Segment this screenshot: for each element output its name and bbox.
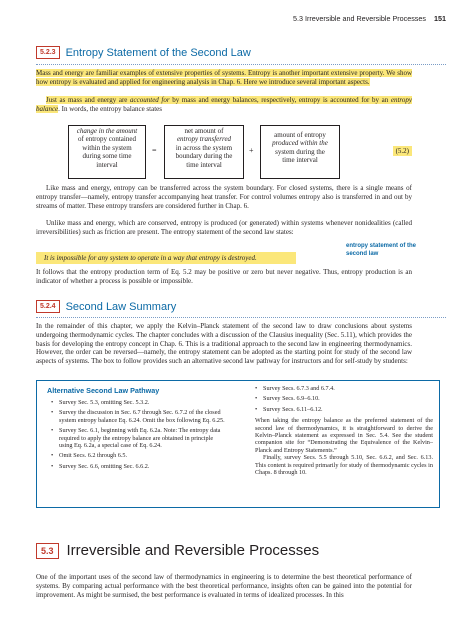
section-number: 5.3 [36, 543, 59, 559]
box-note: When taking the entropy balance as the preferred statement of the second law of thermodynamics, it is straightforward to derive the Kelvin–Planck statement as expressed in Sec. 5.4. See the student companion site for “Demonstrating the Equivalence of the Kelvin–Planck and Entropy Statements.” [255, 417, 433, 454]
entropy-statement: It is impossible for any system to operate in a way that entropy is destroyed. [36, 252, 296, 264]
paragraph-irreversible: One of the important uses of the second law of thermodynamics in engineering is to determine the best theoretical performance of systems. By comparing actual performance with the best theoretical performance, insights often can be gained into the potential for improvement. As might be surmised, the best performance is evaluated in terms of idealized processes. In this [36, 573, 412, 599]
alternative-pathway-box [36, 380, 440, 508]
page-number: 151 [434, 14, 446, 23]
equation-5-2 [68, 125, 412, 179]
section-title: Second Law Summary [65, 300, 177, 313]
paragraph-conclusion: It follows that the entropy production term of Eq. 5.2 may be positive or zero but never negative. Thus, entropy production is an indicator of whether a process is possible or impossible. [36, 268, 412, 285]
list-item: • Survey the discussion in Sec. 6.7 through Sec. 6.7.2 of the closed system entropy balance Eq. 6.24. Omit the box following Eq. 6.25. [51, 409, 227, 424]
paragraph-entropy-balance: Just as mass and energy are accounted for by mass and energy balances, respectively, entropy is accounted for by an entropy balance. In words, the entropy balance states [36, 96, 412, 113]
section-rule [36, 317, 446, 318]
paragraph-intro [36, 69, 412, 87]
plus-sign: + [249, 146, 254, 155]
running-head [293, 14, 446, 23]
equation-term-transfer: net amount of entropy transferred in across the system boundary during the time interval [175, 127, 233, 169]
list-item: • Survey Sec. 6.6, omitting Sec. 6.6.2. [51, 463, 227, 470]
box-title: Alternative Second Law Pathway [47, 386, 160, 395]
highlighted-text: Mass and energy are familiar examples of extensive properties of systems. Entropy is another important extensive property. We show how entropy is evaluated and applied for engineering analysis in Chap. 6. Here we introduce several important aspects. [36, 69, 412, 86]
section-heading-5-2-3 [36, 46, 251, 59]
list-item: • Survey Sec. 6.1, beginning with Eq. 6.2a. Note: The entropy data required to apply the entropy balance are obtained in principle using Eq. 6.2a, a special case of Eq. 6.24. [51, 427, 227, 449]
section-number: 5.2.4 [36, 300, 60, 313]
section-heading-5-2-4 [36, 300, 176, 313]
section-heading-5-3 [36, 542, 319, 559]
paragraph-summary: In the remainder of this chapter, we apply the Kelvin–Planck statement of the second law to draw conclusions about systems undergoing thermodynamic cycles. The chapter concludes with a discussion of the Clausius inequality (Sec. 5.11), which provides the basis for developing the entropy concept in Chap. 6. This is a traditional approach to the second law in engineering thermodynamics. However, the order can be reversed—namely, the entropy statement can be adopted as the starting point for study of the second law aspects of systems. The box to follow provides such an alternative second law pathway for instructors and for self-study by students: [36, 322, 412, 366]
highlighted-text: Just as mass and energy are accounted for by mass and energy balances, respectively, entropy is accounted for by an entropy balance [36, 96, 412, 113]
section-number: 5.2.3 [36, 46, 60, 59]
section-rule [36, 64, 446, 65]
section-title: Entropy Statement of the Second Law [65, 46, 251, 59]
list-item: • Survey Sec. 5.3, omitting Sec. 5.3.2. [51, 399, 227, 406]
box-right-column [255, 385, 433, 476]
paragraph-transfer: Like mass and energy, entropy can be transferred across the system boundary. For closed systems, there is a single means of entropy transfer—namely, entropy transfer accompanying heat transfer. For control volumes entropy also is transferred in and out by streams of matter. These entropy transfers are considered further in Chap. 6. [36, 184, 412, 210]
list-item: • Omit Secs. 6.2 through 6.5. [51, 452, 227, 459]
equals-sign: = [152, 146, 157, 155]
list-item: • Survey Secs. 6.9–6.10. [255, 395, 433, 402]
list-item: • Survey Secs. 6.7.3 and 6.7.4. [255, 385, 433, 392]
running-head-title: 5.3 Irreversible and Reversible Processes [292, 14, 426, 23]
margin-note: entropy statement of the second law [346, 243, 417, 257]
section-title: Irreversible and Reversible Processes [66, 542, 320, 559]
paragraph-production: Unlike mass and energy, which are conserved, entropy is produced (or generated) within systems whenever nonidealities (called irreversibilities) such as friction are present. The entropy statement of the second law states: [36, 219, 412, 236]
box-left-column [51, 399, 227, 473]
equation-term-production: amount of entropy produced within the system during the time interval [272, 131, 328, 165]
equation-number: (5.2) [393, 146, 412, 156]
list-item: • Survey Secs. 6.11–6.12. [255, 406, 433, 413]
equation-term-change: change in the amount of entropy contained within the system during some time interval [76, 127, 138, 169]
box-note: Finally, survey Secs. 5.5 through 5.10, Sec. 6.6.2, and Sec. 6.13. This content is required primarily for study of thermodynamic cycles in Chaps. 8 through 10. [255, 454, 433, 477]
